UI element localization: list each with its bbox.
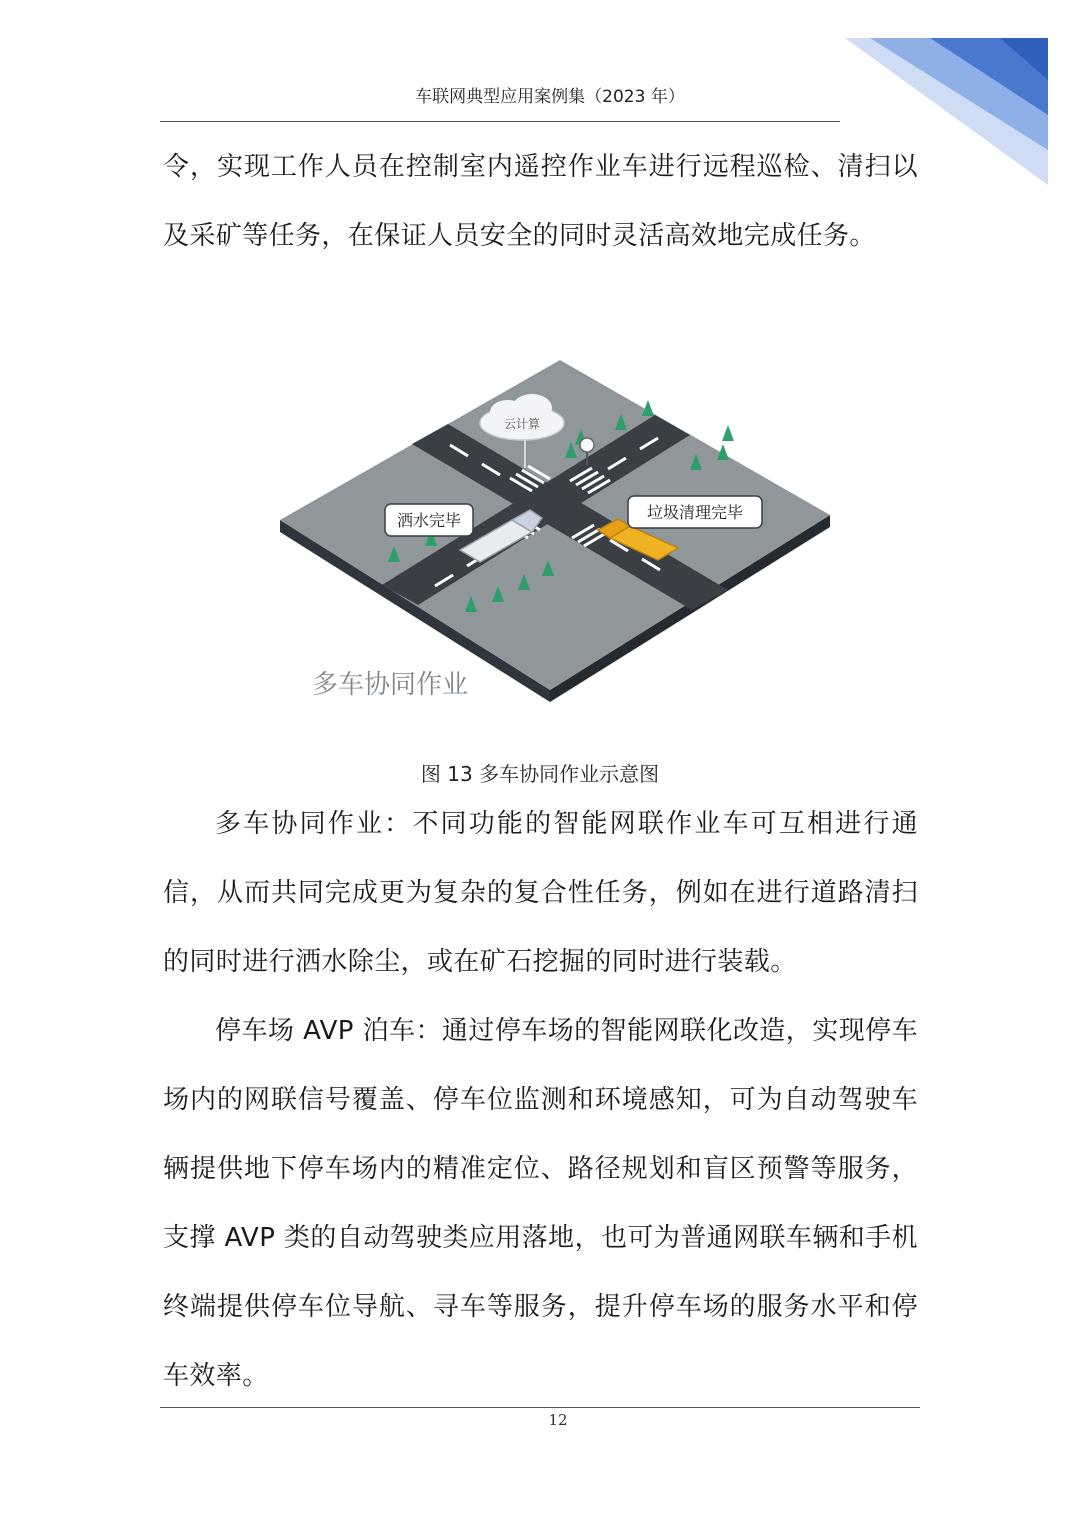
- cloud-label: 云计算: [503, 417, 541, 431]
- page-number: 12: [548, 1411, 568, 1429]
- scene-title: 多车协同作业: [312, 670, 469, 700]
- running-header: 车联网典型应用案例集（2023 年）: [415, 87, 685, 107]
- right-bubble-label: 垃圾清理完毕: [646, 503, 744, 522]
- multi-vehicle-figure: [270, 350, 840, 710]
- intro-paragraph: 令，实现工作人员在控制室内遥控作业车进行远程巡检、清扫以及采矿等任务，在保证人员安全的同时灵活高效地完成任务。: [163, 152, 918, 251]
- figure-caption: 图 13 多车协同作业示意图: [420, 762, 660, 786]
- footer-rule: [160, 1407, 920, 1408]
- header-rule: [160, 121, 840, 122]
- multi-vehicle-paragraph: 多车协同作业：不同功能的智能网联作业车可互相进行通信，从而共同完成更为复杂的复合性任务，例如在进行道路清扫的同时进行洒水除尘，或在矿石挖掘的同时进行装载。: [163, 809, 918, 977]
- left-bubble-label: 洒水完毕: [396, 511, 462, 530]
- avp-paragraph: 停车场 AVP 泊车：通过停车场的智能网联化改造，实现停车场内的网联信号覆盖、停车位监测和环境感知，可为自动驾驶车辆提供地下停车场内的精准定位、路径规划和盲区预警等服务，支撑 AVP 类的自动驾驶类应用落地，也可为普通网联车辆和手机终端提供停车位导航、寻车等服务，提升停车场的服务水平和停车效率。: [163, 1016, 918, 1391]
